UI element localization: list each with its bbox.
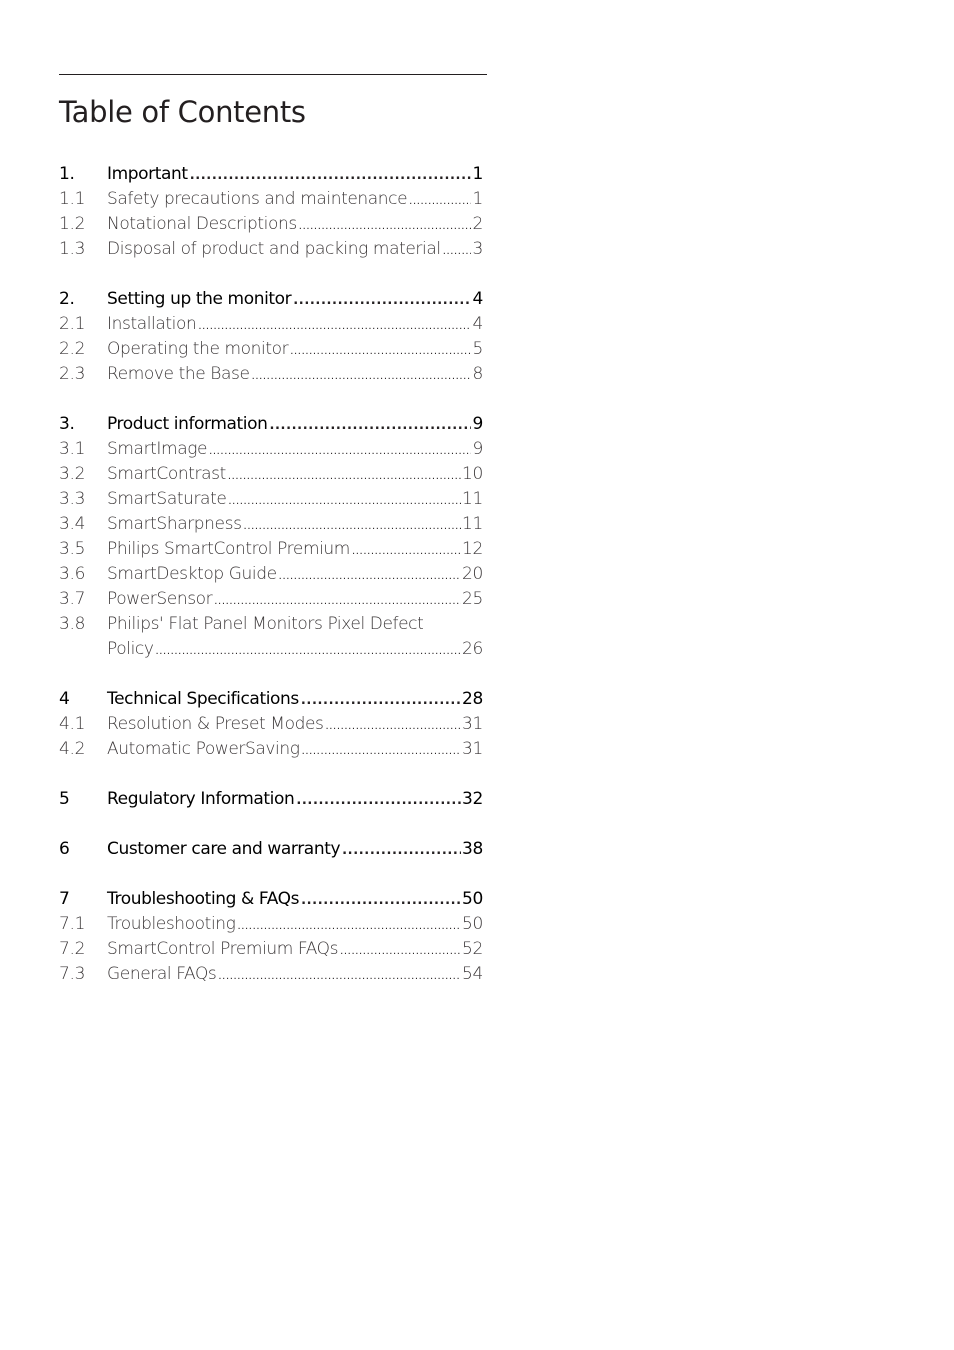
toc-entry[interactable] xyxy=(59,587,483,612)
entry-number: 1.1 xyxy=(59,189,86,209)
entry-page: 54 xyxy=(461,964,483,984)
entry-number: 7.2 xyxy=(59,939,86,959)
entry-number: 7.1 xyxy=(59,914,86,934)
toc-entry[interactable] xyxy=(59,787,483,812)
entry-number: 5 xyxy=(59,789,70,809)
entry-page: 9 xyxy=(472,439,483,459)
entry-label: Safety precautions and maintenance xyxy=(107,189,408,209)
entry-number: 2. xyxy=(59,289,75,309)
entry-label: Setting up the monitor xyxy=(107,289,292,309)
entry-label: Notational Descriptions xyxy=(107,214,297,234)
entry-label: Operating the monitor xyxy=(107,339,289,359)
entry-number: 2.3 xyxy=(59,364,86,384)
toc-entry[interactable] xyxy=(59,187,483,212)
entry-page: 1 xyxy=(472,164,483,184)
entry-label: Troubleshooting & FAQs xyxy=(107,889,300,909)
entry-label: General FAQs xyxy=(107,964,217,984)
entry-page: 3 xyxy=(472,239,483,259)
toc-entry[interactable] xyxy=(59,412,483,437)
entry-number: 4.2 xyxy=(59,739,86,759)
document-page xyxy=(59,74,487,984)
entry-label: Product information xyxy=(107,414,268,434)
entry-label: Disposal of product and packing material xyxy=(107,239,441,259)
entry-page: 26 xyxy=(461,639,483,659)
entry-number: 6 xyxy=(59,839,70,859)
entry-label: SmartImage xyxy=(107,439,208,459)
page-title: Table of Contents xyxy=(59,95,306,129)
dot-leader xyxy=(443,239,472,264)
entry-number: 3.6 xyxy=(59,564,86,584)
entry-label: Troubleshooting xyxy=(107,914,236,934)
entry-page: 32 xyxy=(461,789,483,809)
entry-page: 12 xyxy=(461,539,483,559)
toc-entry[interactable] xyxy=(59,962,483,987)
toc-entry[interactable] xyxy=(59,312,483,337)
entry-page: 8 xyxy=(472,364,483,384)
entry-number: 3.5 xyxy=(59,539,86,559)
toc-entry[interactable] xyxy=(59,562,483,587)
dot-leader xyxy=(252,364,472,389)
entry-page: 11 xyxy=(461,489,483,509)
toc-entry[interactable] xyxy=(59,887,483,912)
dot-leader xyxy=(228,489,461,514)
table-of-contents xyxy=(59,162,483,1012)
dot-leader xyxy=(228,464,461,489)
entry-page: 25 xyxy=(461,589,483,609)
toc-section-7 xyxy=(59,887,483,987)
entry-label: SmartContrast xyxy=(107,464,226,484)
entry-label: Technical Specifications xyxy=(107,689,299,709)
dot-leader xyxy=(244,514,461,539)
entry-page: 11 xyxy=(461,514,483,534)
toc-entry[interactable] xyxy=(59,512,483,537)
entry-label: Remove the Base xyxy=(107,364,250,384)
entry-page: 5 xyxy=(472,339,483,359)
entry-number: 3.3 xyxy=(59,489,86,509)
dot-leader xyxy=(342,838,461,863)
toc-entry[interactable] xyxy=(59,362,483,387)
entry-label: Philips' Flat Panel Monitors Pixel Defect xyxy=(107,614,424,634)
entry-number: 3. xyxy=(59,414,75,434)
entry-page: 31 xyxy=(461,714,483,734)
entry-number: 7 xyxy=(59,889,70,909)
dot-leader xyxy=(301,888,461,913)
entry-label: Resolution & Preset Modes xyxy=(107,714,324,734)
entry-label: SmartControl Premium FAQs xyxy=(107,939,339,959)
entry-page: 31 xyxy=(461,739,483,759)
entry-label: Regulatory Information xyxy=(107,789,295,809)
toc-entry[interactable] xyxy=(59,337,483,362)
entry-page: 20 xyxy=(461,564,483,584)
entry-page: 2 xyxy=(472,214,483,234)
dot-leader xyxy=(269,413,471,438)
toc-entry[interactable] xyxy=(59,487,483,512)
dot-leader xyxy=(237,914,461,939)
toc-entry[interactable] xyxy=(59,212,483,237)
dot-leader xyxy=(296,788,461,813)
entry-label: SmartDesktop Guide xyxy=(107,564,277,584)
toc-entry[interactable] xyxy=(59,937,483,962)
entry-label: Philips SmartControl Premium xyxy=(107,539,350,559)
toc-section-4 xyxy=(59,687,483,762)
toc-entry[interactable] xyxy=(59,237,483,262)
dot-leader xyxy=(409,189,471,214)
entry-number: 3.2 xyxy=(59,464,86,484)
toc-section-6 xyxy=(59,837,483,862)
toc-entry[interactable] xyxy=(59,912,483,937)
entry-label: Important xyxy=(107,164,188,184)
toc-entry[interactable] xyxy=(59,612,483,637)
entry-number: 1.3 xyxy=(59,239,86,259)
toc-entry[interactable] xyxy=(59,437,483,462)
dot-leader xyxy=(352,539,461,564)
entry-label: Automatic PowerSaving xyxy=(107,739,300,759)
entry-number: 2.2 xyxy=(59,339,86,359)
dot-leader xyxy=(302,739,461,764)
toc-entry[interactable] xyxy=(59,687,483,712)
top-rule xyxy=(59,74,487,75)
dot-leader xyxy=(293,288,471,313)
entry-page: 1 xyxy=(472,189,483,209)
dot-leader xyxy=(190,163,472,188)
dot-leader xyxy=(218,964,461,989)
entry-label: Customer care and warranty xyxy=(107,839,341,859)
entry-label: Installation xyxy=(107,314,197,334)
dot-leader xyxy=(340,939,461,964)
toc-section-1 xyxy=(59,162,483,262)
entry-number: 3.7 xyxy=(59,589,86,609)
dot-leader xyxy=(301,688,461,713)
entry-number: 2.1 xyxy=(59,314,86,334)
entry-page: 10 xyxy=(461,464,483,484)
toc-entry[interactable] xyxy=(59,462,483,487)
entry-number: 3.8 xyxy=(59,614,86,634)
entry-number: 3.4 xyxy=(59,514,86,534)
entry-number: 3.1 xyxy=(59,439,86,459)
entry-label: SmartSaturate xyxy=(107,489,227,509)
entry-page: 9 xyxy=(472,414,483,434)
toc-section-2 xyxy=(59,287,483,387)
dot-leader xyxy=(299,214,472,239)
toc-entry[interactable] xyxy=(59,837,483,862)
toc-section-5 xyxy=(59,787,483,812)
entry-number: 4 xyxy=(59,689,70,709)
dot-leader xyxy=(325,714,460,739)
toc-entry[interactable] xyxy=(59,712,483,737)
entry-number: 1. xyxy=(59,164,75,184)
entry-page: 50 xyxy=(461,889,483,909)
toc-entry[interactable] xyxy=(59,162,483,187)
entry-number: 7.3 xyxy=(59,964,86,984)
dot-leader xyxy=(214,589,461,614)
dot-leader xyxy=(156,639,461,664)
entry-page: 4 xyxy=(472,289,483,309)
dot-leader xyxy=(209,439,471,464)
entry-page: 28 xyxy=(461,689,483,709)
entry-label: SmartSharpness xyxy=(107,514,242,534)
entry-label: Policy xyxy=(107,639,154,659)
entry-number: 1.2 xyxy=(59,214,86,234)
toc-entry-continuation[interactable] xyxy=(59,637,483,662)
entry-page: 50 xyxy=(461,914,483,934)
entry-number: 4.1 xyxy=(59,714,86,734)
dot-leader xyxy=(198,314,471,339)
entry-page: 4 xyxy=(472,314,483,334)
toc-entry[interactable] xyxy=(59,537,483,562)
dot-leader xyxy=(279,564,461,589)
entry-page: 38 xyxy=(461,839,483,859)
toc-entry[interactable] xyxy=(59,287,483,312)
toc-section-3 xyxy=(59,412,483,662)
toc-entry[interactable] xyxy=(59,737,483,762)
dot-leader xyxy=(290,339,471,364)
entry-label: PowerSensor xyxy=(107,589,213,609)
entry-page: 52 xyxy=(461,939,483,959)
